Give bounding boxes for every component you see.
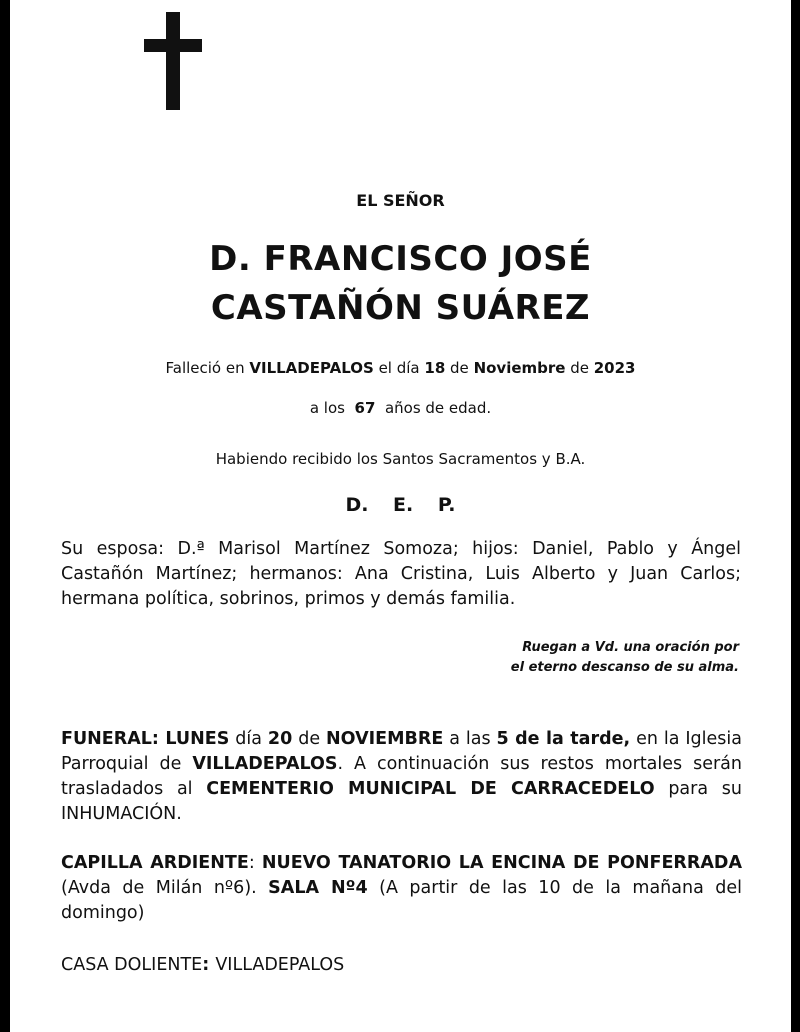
age-value: 67 bbox=[354, 399, 376, 417]
death-month: Noviembre bbox=[473, 359, 566, 377]
cross-icon bbox=[144, 12, 202, 110]
death-year: 2023 bbox=[593, 359, 636, 377]
mourning-house-value: VILLADEPALOS bbox=[215, 955, 345, 975]
cemetery-name: CEMENTERIO MUNICIPAL DE CARRACEDELO bbox=[206, 779, 655, 799]
chapel-place: NUEVO TANATORIO LA ENCINA DE PONFERRADA bbox=[261, 853, 742, 873]
prayer-line1: Ruegan a Vd. una oración por bbox=[522, 640, 739, 655]
funeral-month: NOVIEMBRE bbox=[326, 729, 444, 749]
honorific-title: EL SEÑOR bbox=[356, 191, 445, 210]
chapel-label: CAPILLA ARDIENTE bbox=[61, 853, 249, 873]
funeral-day: 20 bbox=[267, 729, 293, 749]
age-statement: a los 67 años de edad. bbox=[309, 399, 492, 417]
mourning-house-label: CASA DOLIENTE bbox=[61, 955, 203, 975]
funeral-place: VILLADEPALOS bbox=[192, 754, 338, 774]
death-statement: Falleció en VILLADEPALOS el día 18 de Noviembre de 2023 bbox=[165, 359, 636, 377]
chapel-paragraph: CAPILLA ARDIENTE: NUEVO TANATORIO LA ENCINA DE PONFERRADA (Avda de Milán nº6). SALA Nº4 (A partir de las 10 de la mañana del domingo) bbox=[61, 853, 742, 923]
funeral-label: FUNERAL: LUNES bbox=[61, 729, 230, 749]
mourning-house: CASA DOLIENTE: VILLADEPALOS bbox=[61, 955, 345, 975]
dep-initials: D. E. P. bbox=[345, 494, 456, 516]
funeral-paragraph: FUNERAL: LUNES día 20 de NOVIEMBRE a las 5 de la tarde, en la Iglesia Parroquial de VILLADEPALOS. A continuación sus restos mortales serán trasladados al CEMENTERIO MUNICIPAL DE CARRACEDELO para su INHUMACIÓN. bbox=[61, 729, 743, 824]
prayer-request bbox=[511, 638, 739, 678]
deceased-name-line1: D. FRANCISCO JOSÉ bbox=[209, 239, 592, 279]
obituary-page bbox=[10, 0, 791, 1032]
funeral-time: 5 de la tarde, bbox=[496, 729, 631, 749]
death-place: VILLADEPALOS bbox=[249, 359, 374, 377]
death-day: 18 bbox=[424, 359, 446, 377]
family-paragraph: Su esposa: D.ª Marisol Martínez Somoza; hijos: Daniel, Pablo y Ángel Castañón Martínez; hermanos: Ana Cristina, Luis Alberto y Juan Carlos; hermana política, sobrinos, primos y demás familia. bbox=[61, 539, 741, 609]
chapel-room: SALA Nº4 bbox=[268, 878, 368, 898]
sacraments-statement: Habiendo recibido los Santos Sacramentos y B.A. bbox=[215, 450, 586, 468]
deceased-name-line2: CASTAÑÓN SUÁREZ bbox=[210, 288, 591, 328]
prayer-line2: el eterno descanso de su alma. bbox=[510, 660, 739, 675]
